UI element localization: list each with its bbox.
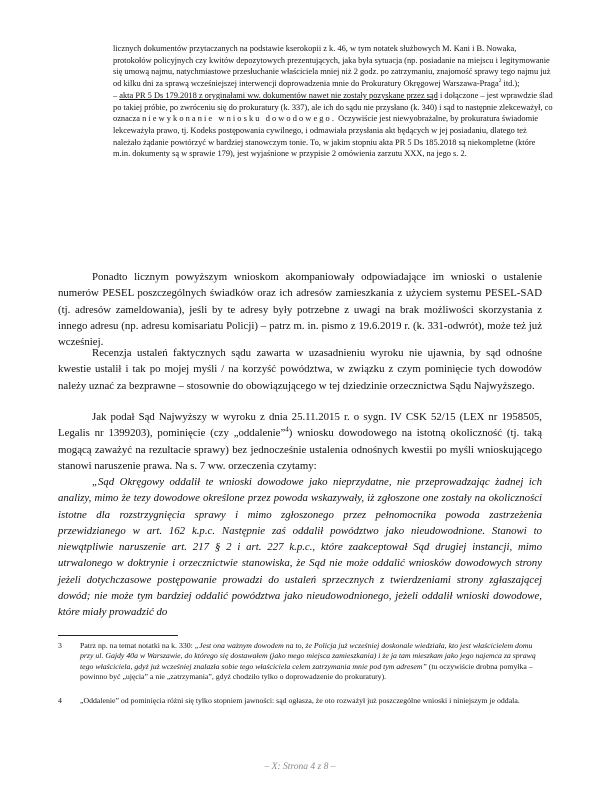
underlined-case-ref: akta PR 5 Ds 179.2018 z oryginałami ww. dokumentów nawet nie zostały pozyskane przez sąd [119, 90, 438, 100]
footnote-separator [58, 635, 178, 636]
spaced-emphasis: niewykonanie wniosku dowodowego. [142, 114, 337, 124]
footnote-text: „Oddalenie” od pominięcia różni się tylko stopniem jawności: sąd ogłasza, że oto rozważył już poszczególne wnioski i niniejszym je oddala. [80, 696, 520, 705]
paragraph-supreme-court [58, 409, 542, 474]
paragraph-review [58, 345, 542, 394]
paragraph-pesel [58, 269, 542, 350]
footnote-3 [58, 641, 546, 683]
court-citation-text: „Sąd Okręgowy oddalił te wnioski dowodowe jako nieprzydatne, nie przeprowadzając żadnej ich analizy, mimo że tezy dowodowe określone przez powoda wskazywały, iż zgłoszone one zostały na okoliczności istotne dla rozstrzygnięcia sprawy i mimo zgłoszonego przez pełnomocnika powoda zastrzeżenia przewidzianego w art. 162 k.p.c. Następnie zaś oddalił powództwo jako nieudowodnione. Stanowi to niewątpliwie naruszenie art. 217 § 2 i art. 227 k.p.c., które zaakceptował Sąd drugiej instancji, mimo utrwalonego w doktrynie i orzecznictwie stanowiska, że Sąd nie może oddalić wniosków dowodowych strony jeżeli dotychczasowe postępowanie prowadzi do ustaleń sprzecznych z twierdzeniami strony zgłaszającej dowód; nie może tym bardziej oddalić powództwa jako nieudowodnionego, jeżeli oddalił wnioski dowodowe, które miały prowadzić do [58, 476, 542, 619]
page-footer: – X: Strona 4 z 8 – [264, 762, 336, 772]
paragraph-supreme-court-text-b: ) wniosku dowodowego na istotną okoliczność (tj. taką mogącą zaważyć na rezultacie sprawy) bez jednocześnie ustalenia odnośnych kwestii po myśli wnioskującego stanowi naruszenie prawa. Na s. 7 ww. orzeczenia czytamy: [58, 427, 542, 472]
quote-text-1: licznych dokumentów przytaczanych na podstawie kserokopii z k. 46, w tym notatek służbowych M. Kani i B. Nowaka, protokołów policyjnych czy kwitów depozytowych prezentujących, jaka była sytuacja (np. posiadanie na miejscu i legitymowanie się umową najmu, natychmiastowe przesłuchanie właściciela mniej niż 2 godz. po zatrzymaniu, znajomość sprawy tego najmu już od kilku dni za sprawą wcześniejszej interwencji doprowadzenia mnie do Prokuratury Okręgowej Warszawa-Praga [113, 44, 551, 89]
quote-text-2: i dołączone – jest wprawdzie ślad po takiej próbie, po zwróceniu się do prokuratury (k. 337), ale ich do sądu nie przysłano (k. 340) i sąd to następnie zlekceważył, co oznacza [113, 90, 553, 124]
quote-dash: – [113, 90, 120, 100]
footnote-ref-4[interactable]: 4 [285, 425, 289, 434]
quote-text-1-end: itd.); [501, 79, 520, 89]
court-citation-quote [58, 474, 542, 621]
footnote-text: Patrz np. na temat notatki na k. 330: „Jest ona ważnym dowodem na to, że Policja już wcześniej doskonale wiedziała, kto jest właścicielem domu przy ul. Gajdy 40a w Warszawie, do którego się dostawałem (jako mego miejsca zamieszkania) i że ja tam mieszkam jako jego najemca za sprawą tego właściciela, gdyż już wcześniej znalazła sobie tego właściciela celem zatrzymania mnie pod tym adresem” (tu oczywiście drobna pomyłka – powinno być „ujęcia” a nie „zatrzymania”, gdyż chodziło tylko o doprowadzenie do prokuratury). [80, 641, 536, 682]
footnote-number: 4 [58, 696, 62, 705]
footnote-ref-2[interactable]: 2 [498, 78, 502, 85]
indented-quote-block [113, 43, 553, 160]
paragraph-review-text: Recenzja ustaleń faktycznych sądu zawarta w uzasadnieniu wyroku nie ujawnia, by sąd odnośne kwestie ustalił i tak po mojej myśli / na korzyść powództwa, w związku z czym pominięcie tych dowodów należy uznać za bezprawne – stosownie do obowiązującego w tej dziedzinie orzecznictwa Sądu Najwyższego. [58, 347, 542, 392]
footnote-4 [58, 696, 546, 706]
paragraph-pesel-text: Ponadto licznym powyższym wnioskom akompaniowały odpowiadające im wnioski o ustalenie numerów PESEL poszczególnych świadków oraz ich adresów zamieszkania z użyciem systemu PESEL-SAD (tj. adresów zameldowania), jeśli by te adresy były potrzebne z uwagi na brak możliwości skorzystania z innego adresu (np. adresu komisariatu Policji) – patrz m. in. pismo z 19.6.2019 r. (k. 331-odwrót), może też już wcześniej. [58, 271, 542, 349]
footnote-number: 3 [58, 641, 62, 650]
paragraph-supreme-court-text-a: Jak podał Sąd Najwyższy w wyroku z dnia 25.11.2015 r. o sygn. IV CSK 52/15 (LEX nr 1958505, Legalis nr 1399203), pominięcie (czy „oddalenie” [58, 411, 542, 440]
quote-text-3: Oczywiście jest niewyobrażalne, by prokuratura świadomie lekceważyła prawo, tj. Kodeks postępowania cywilnego, i odmawiała przysłania akt będących w jej posiadaniu, dlatego też należało żądanie powtórzyć w bardziej stanowczym tonie. To, w jakim stopniu akta PR 5 Ds 185.2018 są niekompletne (które m.in. dokumenty są w sprawie 179), jest wyjaśnione w przypisie 2 omówienia zarzutu XXX, na jego s. 2. [113, 114, 539, 159]
